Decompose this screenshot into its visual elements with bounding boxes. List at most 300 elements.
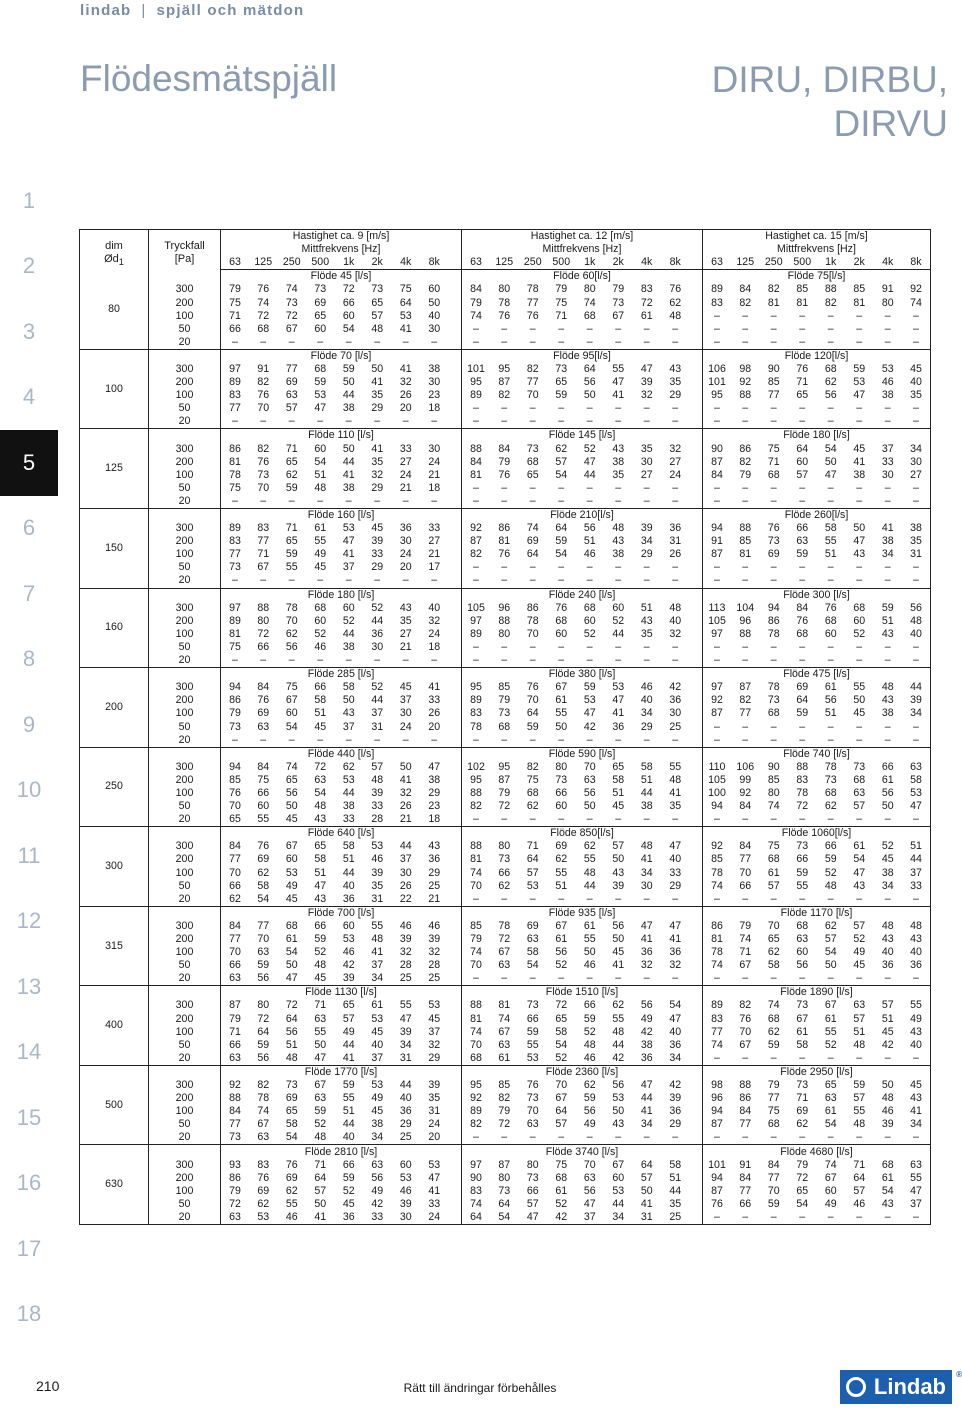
sound-level: 55 (555, 707, 568, 720)
sound-level: 75 (221, 641, 250, 654)
sound-level: 58 (640, 760, 653, 773)
sound-level: 47 (612, 694, 625, 707)
sound-level: 91 (881, 283, 894, 296)
sound-level: 36 (669, 1038, 682, 1051)
sound-level: 64 (555, 1105, 568, 1118)
chapter-tab-8[interactable]: 8 (22, 646, 36, 672)
sound-level: 62 (285, 1184, 298, 1197)
flow-label: Flöde 1130 [l/s] (221, 986, 462, 1000)
sound-level: 73 (285, 1079, 298, 1092)
no-value-dash: – (490, 893, 519, 907)
sound-level: 72 (257, 627, 270, 640)
flow-label: Flöde 700 [l/s] (221, 906, 462, 920)
sound-level: 41 (342, 548, 355, 561)
spacer-cell (690, 972, 703, 986)
sound-level: 30 (428, 442, 441, 455)
pressure-value: 200 (149, 1172, 221, 1185)
spacer-cell (690, 720, 703, 733)
sound-level: 102 (462, 761, 491, 774)
sound-level: 37 (371, 959, 384, 972)
sound-level: 56 (612, 919, 625, 932)
spacer-cell (690, 999, 703, 1012)
no-value-dash: – (845, 972, 874, 986)
sound-level: 76 (526, 1079, 539, 1092)
sound-level: 52 (371, 681, 384, 694)
sound-level: 77 (739, 1184, 752, 1197)
chapter-tab-18[interactable]: 18 (16, 1301, 42, 1327)
no-value-dash: – (490, 654, 519, 668)
sound-level: 80 (498, 1171, 511, 1184)
pressure-cell-empty (149, 349, 221, 363)
chapter-tab-4[interactable]: 4 (22, 384, 36, 410)
spacer-cell (449, 1013, 462, 1026)
sound-level: 68 (824, 362, 837, 375)
sound-level: 38 (640, 1038, 653, 1051)
sound-level: 72 (640, 296, 653, 309)
sound-level: 73 (314, 283, 327, 296)
no-value-dash: – (788, 1211, 817, 1225)
frequency-63: 63 (703, 256, 732, 270)
sound-level: 88 (796, 760, 809, 773)
no-value-dash: – (856, 640, 863, 653)
no-value-dash: – (661, 654, 690, 668)
no-value-dash: – (902, 402, 931, 415)
spacer-cell (690, 1131, 703, 1145)
pressure-value: 300 (149, 443, 221, 456)
sound-level: 78 (824, 760, 837, 773)
sound-level: 43 (902, 933, 931, 946)
no-value-dash: – (490, 495, 519, 509)
sound-level: 84 (739, 1105, 752, 1118)
no-value-dash: – (661, 336, 690, 350)
sound-level: 64 (462, 1211, 491, 1225)
no-value-dash: – (643, 640, 650, 653)
sound-level: 83 (221, 389, 250, 402)
sound-level: 66 (555, 786, 568, 799)
chapter-tab-7[interactable]: 7 (22, 580, 36, 606)
sound-level: 63 (249, 1131, 278, 1145)
frequency-125: 125 (490, 256, 519, 270)
frequency-125: 125 (249, 256, 278, 270)
sound-level: 79 (767, 1079, 780, 1092)
no-value-dash: – (827, 640, 834, 653)
spacer-cell (449, 1079, 462, 1092)
sound-level: 55 (249, 813, 278, 827)
sound-level: 59 (555, 535, 568, 548)
spacer-cell (690, 853, 703, 866)
sound-level: 37 (342, 720, 355, 733)
sound-level: 27 (902, 469, 931, 482)
dim-value: 315 (80, 906, 149, 986)
sound-level: 98 (739, 362, 752, 375)
no-value-dash: – (731, 415, 760, 429)
sound-level: 55 (612, 1012, 625, 1025)
sound-level: 48 (371, 773, 384, 786)
sound-level: 87 (703, 1185, 732, 1198)
sound-level: 83 (640, 283, 653, 296)
chapter-tab-6[interactable]: 6 (22, 515, 36, 541)
sound-level: 62 (555, 853, 568, 866)
sound-level: 44 (669, 1184, 682, 1197)
spacer-cell (449, 654, 462, 668)
no-value-dash: – (519, 813, 548, 827)
sound-level: 46 (399, 1184, 412, 1197)
sound-level: 33 (363, 1211, 392, 1225)
no-value-dash: – (420, 654, 449, 668)
chapter-tab-3[interactable]: 3 (22, 318, 36, 344)
sound-level: 29 (420, 1052, 449, 1066)
sound-level: 36 (669, 946, 682, 959)
sound-level: 79 (739, 468, 752, 481)
sound-level: 68 (314, 362, 327, 375)
sound-level: 54 (314, 786, 327, 799)
sound-level: 99 (739, 773, 752, 786)
sound-level: 86 (739, 442, 752, 455)
sound-level: 88 (739, 627, 752, 640)
sound-level: 59 (583, 1092, 596, 1105)
sound-level: 68 (767, 1118, 780, 1131)
sound-level: 33 (371, 800, 384, 813)
sound-level: 47 (902, 1185, 931, 1198)
sound-level: 71 (221, 1026, 250, 1039)
pressure-value: 200 (149, 535, 221, 548)
sound-level: 40 (902, 1039, 931, 1052)
sound-level: 44 (640, 1092, 653, 1105)
no-value-dash: – (633, 415, 662, 429)
sound-level: 63 (824, 1092, 837, 1105)
sound-level: 54 (314, 455, 327, 468)
no-value-dash: – (799, 322, 806, 335)
no-value-dash: – (799, 402, 806, 415)
chapter-tab-1[interactable]: 1 (22, 187, 36, 213)
no-value-dash: – (221, 415, 250, 429)
sound-level: 34 (902, 1118, 931, 1131)
chapter-tab-16[interactable]: 16 (16, 1170, 42, 1196)
no-value-dash: – (884, 561, 891, 574)
sound-level: 61 (371, 999, 384, 1012)
sound-level: 87 (739, 681, 752, 694)
sound-level: 74 (767, 999, 780, 1012)
sound-level: 48 (612, 522, 625, 535)
no-value-dash: – (661, 574, 690, 588)
pressure-value: 200 (149, 694, 221, 707)
sound-level: 32 (669, 627, 682, 640)
chapter-tab-15[interactable]: 15 (16, 1104, 42, 1130)
sound-level: 85 (498, 1079, 511, 1092)
sound-level: 44 (583, 468, 596, 481)
sound-level: 76 (739, 1012, 752, 1025)
sound-level: 44 (342, 866, 355, 879)
sound-level: 21 (428, 548, 441, 561)
pressure-value: 20 (149, 813, 221, 827)
sound-level: 38 (428, 362, 441, 375)
sound-level: 45 (428, 1012, 441, 1025)
sound-level: 50 (371, 362, 384, 375)
sound-level: 71 (526, 840, 539, 853)
sound-level: 78 (526, 614, 539, 627)
spacer-cell (690, 415, 703, 429)
chapter-tab-14[interactable]: 14 (16, 1039, 42, 1065)
sound-level: 28 (399, 959, 412, 972)
sound-level: 34 (399, 1038, 412, 1051)
no-value-dash: – (661, 972, 690, 986)
sound-level: 66 (498, 866, 511, 879)
sound-level: 62 (257, 1197, 270, 1210)
sound-level: 84 (257, 681, 270, 694)
sound-level: 38 (342, 402, 355, 415)
sound-level: 25 (392, 972, 421, 986)
sound-level: 51 (669, 1171, 682, 1184)
sound-level: 59 (526, 1025, 539, 1038)
sound-level: 48 (583, 866, 596, 879)
sound-level: 47 (669, 840, 682, 853)
pressure-value: 50 (149, 561, 221, 574)
sound-level: 75 (555, 296, 568, 309)
sound-level: 37 (399, 694, 412, 707)
sound-level: 77 (221, 853, 250, 866)
sound-level: 48 (612, 1025, 625, 1038)
sound-level: 53 (612, 681, 625, 694)
sound-level: 69 (526, 535, 539, 548)
sound-level: 53 (428, 1158, 441, 1171)
sound-level: 62 (767, 946, 780, 959)
sound-level: 88 (739, 522, 752, 535)
sound-level: 39 (640, 522, 653, 535)
spacer-cell (690, 469, 703, 482)
sound-level: 58 (555, 1025, 568, 1038)
no-value-dash: – (576, 495, 605, 509)
no-value-dash: – (529, 402, 536, 415)
sound-level: 94 (767, 601, 780, 614)
chapter-tab-13[interactable]: 13 (16, 973, 42, 999)
no-value-dash: – (874, 574, 903, 588)
no-value-dash: – (703, 1131, 732, 1145)
sound-level: 66 (221, 959, 250, 972)
sound-level: 78 (767, 681, 780, 694)
sound-level: 52 (612, 614, 625, 627)
sound-level: 65 (555, 1012, 568, 1025)
chapter-tab-17[interactable]: 17 (16, 1235, 42, 1261)
sound-level: 18 (428, 402, 441, 415)
no-value-dash: – (856, 309, 863, 322)
spacer-cell (690, 1118, 703, 1131)
frequency-500: 500 (547, 256, 576, 270)
flow-label: Flöde 2360 [l/s] (462, 1065, 703, 1079)
chapter-tab-9[interactable]: 9 (22, 711, 36, 737)
spacer-cell (690, 1211, 703, 1225)
no-value-dash: – (742, 720, 749, 733)
sound-level: 80 (498, 283, 511, 296)
sound-level: 50 (824, 455, 837, 468)
spacer-cell (449, 628, 462, 641)
no-value-dash: – (703, 402, 732, 415)
sound-level: 95 (462, 1079, 491, 1092)
sound-level: 75 (526, 773, 539, 786)
sound-level: 59 (342, 362, 355, 375)
sound-level: 52 (342, 1184, 355, 1197)
sound-level: 25 (428, 879, 441, 892)
no-value-dash: – (519, 1131, 548, 1145)
no-value-dash: – (731, 574, 760, 588)
sound-level: 80 (498, 627, 511, 640)
velocity-header: Hastighet ca. 12 [m/s] (462, 230, 703, 244)
no-value-dash: – (420, 574, 449, 588)
sound-level: 63 (526, 1118, 539, 1131)
sound-level: 70 (462, 959, 491, 972)
sound-level: 49 (285, 879, 298, 892)
sound-level: 60 (853, 614, 866, 627)
sound-level: 85 (703, 853, 732, 866)
pressure-value: 200 (149, 1092, 221, 1105)
no-value-dash: – (615, 402, 622, 415)
pressure-value: 100 (149, 628, 221, 641)
sound-level: 67 (824, 1171, 837, 1184)
sound-level: 45 (881, 853, 894, 866)
sound-level: 71 (767, 455, 780, 468)
sound-level: 95 (462, 681, 491, 694)
no-value-dash: – (874, 1131, 903, 1145)
sound-level: 37 (902, 1198, 931, 1211)
sound-level: 55 (285, 561, 298, 574)
no-value-dash: – (633, 972, 662, 986)
sound-level: 89 (703, 283, 732, 296)
no-value-dash: – (501, 481, 508, 494)
no-value-dash: – (547, 654, 576, 668)
sound-level: 40 (902, 946, 931, 959)
chapter-tab-10[interactable]: 10 (16, 777, 42, 803)
sound-level: 57 (853, 1012, 866, 1025)
flow-label: Flöde 180 [l/s] (703, 429, 931, 443)
sound-level: 72 (796, 800, 809, 813)
sound-level: 66 (583, 999, 596, 1012)
spacer-cell (690, 1159, 703, 1172)
sound-level: 69 (526, 919, 539, 932)
sound-level: 25 (669, 720, 682, 733)
sound-level: 90 (767, 760, 780, 773)
sound-level: 61 (555, 1184, 568, 1197)
sound-level: 29 (371, 561, 384, 574)
sound-level: 63 (498, 959, 511, 972)
spacer-cell (690, 456, 703, 469)
sound-level: 41 (371, 376, 384, 389)
spacer-cell (690, 1185, 703, 1198)
sound-level: 29 (669, 879, 682, 892)
sound-level: 54 (881, 1184, 894, 1197)
no-value-dash: – (817, 1052, 846, 1066)
sound-level: 93 (221, 1159, 250, 1172)
spacer-cell (690, 1172, 703, 1185)
sound-level: 61 (881, 1171, 894, 1184)
sound-level: 87 (703, 1118, 732, 1131)
sound-level: 89 (462, 1105, 491, 1118)
sound-level: 63 (498, 1038, 511, 1051)
sound-level: 39 (371, 866, 384, 879)
sound-level: 57 (342, 1012, 355, 1025)
sound-level: 41 (335, 1052, 364, 1066)
spacer-cell (690, 389, 703, 402)
sound-level: 45 (902, 363, 931, 376)
sound-level: 65 (285, 455, 298, 468)
sound-level: 46 (371, 853, 384, 866)
spacer-cell (449, 1211, 462, 1225)
sound-level: 24 (399, 468, 412, 481)
no-value-dash: – (547, 734, 576, 748)
sound-level: 54 (490, 1211, 519, 1225)
spacer-cell (449, 495, 462, 509)
sound-level: 37 (576, 1211, 605, 1225)
sound-level: 38 (612, 455, 625, 468)
sound-level: 44 (342, 786, 355, 799)
sound-level: 79 (739, 919, 752, 932)
chapter-tab-12[interactable]: 12 (16, 908, 42, 934)
sound-level: 47 (306, 1052, 335, 1066)
no-value-dash: – (770, 309, 777, 322)
chapter-tab-5[interactable]: 5 (0, 430, 58, 496)
no-value-dash: – (249, 495, 278, 509)
chapter-tab-2[interactable]: 2 (22, 253, 36, 279)
sound-level: 33 (902, 880, 931, 893)
spacer-cell (690, 495, 703, 509)
sound-level: 56 (583, 522, 596, 535)
sound-level: 29 (640, 548, 653, 561)
dim-header (80, 230, 149, 270)
no-value-dash: – (490, 813, 519, 827)
sound-level: 55 (853, 681, 866, 694)
no-value-dash: – (221, 574, 250, 588)
no-value-dash: – (576, 415, 605, 429)
sound-level: 43 (853, 548, 866, 561)
sound-level: 29 (669, 1118, 682, 1131)
sound-level: 70 (285, 614, 298, 627)
no-value-dash: – (278, 654, 307, 668)
sound-level: 65 (796, 1184, 809, 1197)
sound-level: 70 (739, 1025, 752, 1038)
no-value-dash: – (788, 574, 817, 588)
sound-level: 53 (399, 1171, 412, 1184)
no-value-dash: – (547, 574, 576, 588)
spacer-cell (690, 774, 703, 787)
no-value-dash: – (788, 495, 817, 509)
sound-level: 50 (612, 1105, 625, 1118)
chapter-tab-11[interactable]: 11 (17, 842, 41, 868)
sound-level: 31 (428, 1105, 441, 1118)
sound-level: 51 (285, 1038, 298, 1051)
flow-label: Flöde 3740 [l/s] (462, 1145, 703, 1159)
sound-level: 43 (612, 535, 625, 548)
flow-label: Flöde 2810 [l/s] (221, 1145, 462, 1159)
no-value-dash: – (306, 415, 335, 429)
sound-level: 61 (490, 1052, 519, 1066)
no-value-dash: – (817, 1211, 846, 1225)
sound-level: 65 (371, 296, 384, 309)
sound-level: 65 (285, 1105, 298, 1118)
sound-level: 57 (555, 1118, 568, 1131)
no-value-dash: – (392, 336, 421, 350)
no-value-dash: – (643, 402, 650, 415)
sound-level: 33 (335, 813, 364, 827)
sound-level: 51 (583, 535, 596, 548)
no-value-dash: – (615, 561, 622, 574)
sound-level: 82 (462, 548, 491, 561)
pressure-value: 50 (149, 880, 221, 893)
sound-level: 62 (221, 893, 250, 907)
sound-level: 53 (612, 1092, 625, 1105)
sound-level: 66 (257, 640, 270, 653)
sound-level: 57 (371, 760, 384, 773)
sound-level: 65 (526, 468, 539, 481)
no-value-dash: – (615, 481, 622, 494)
sound-level: 41 (399, 362, 412, 375)
